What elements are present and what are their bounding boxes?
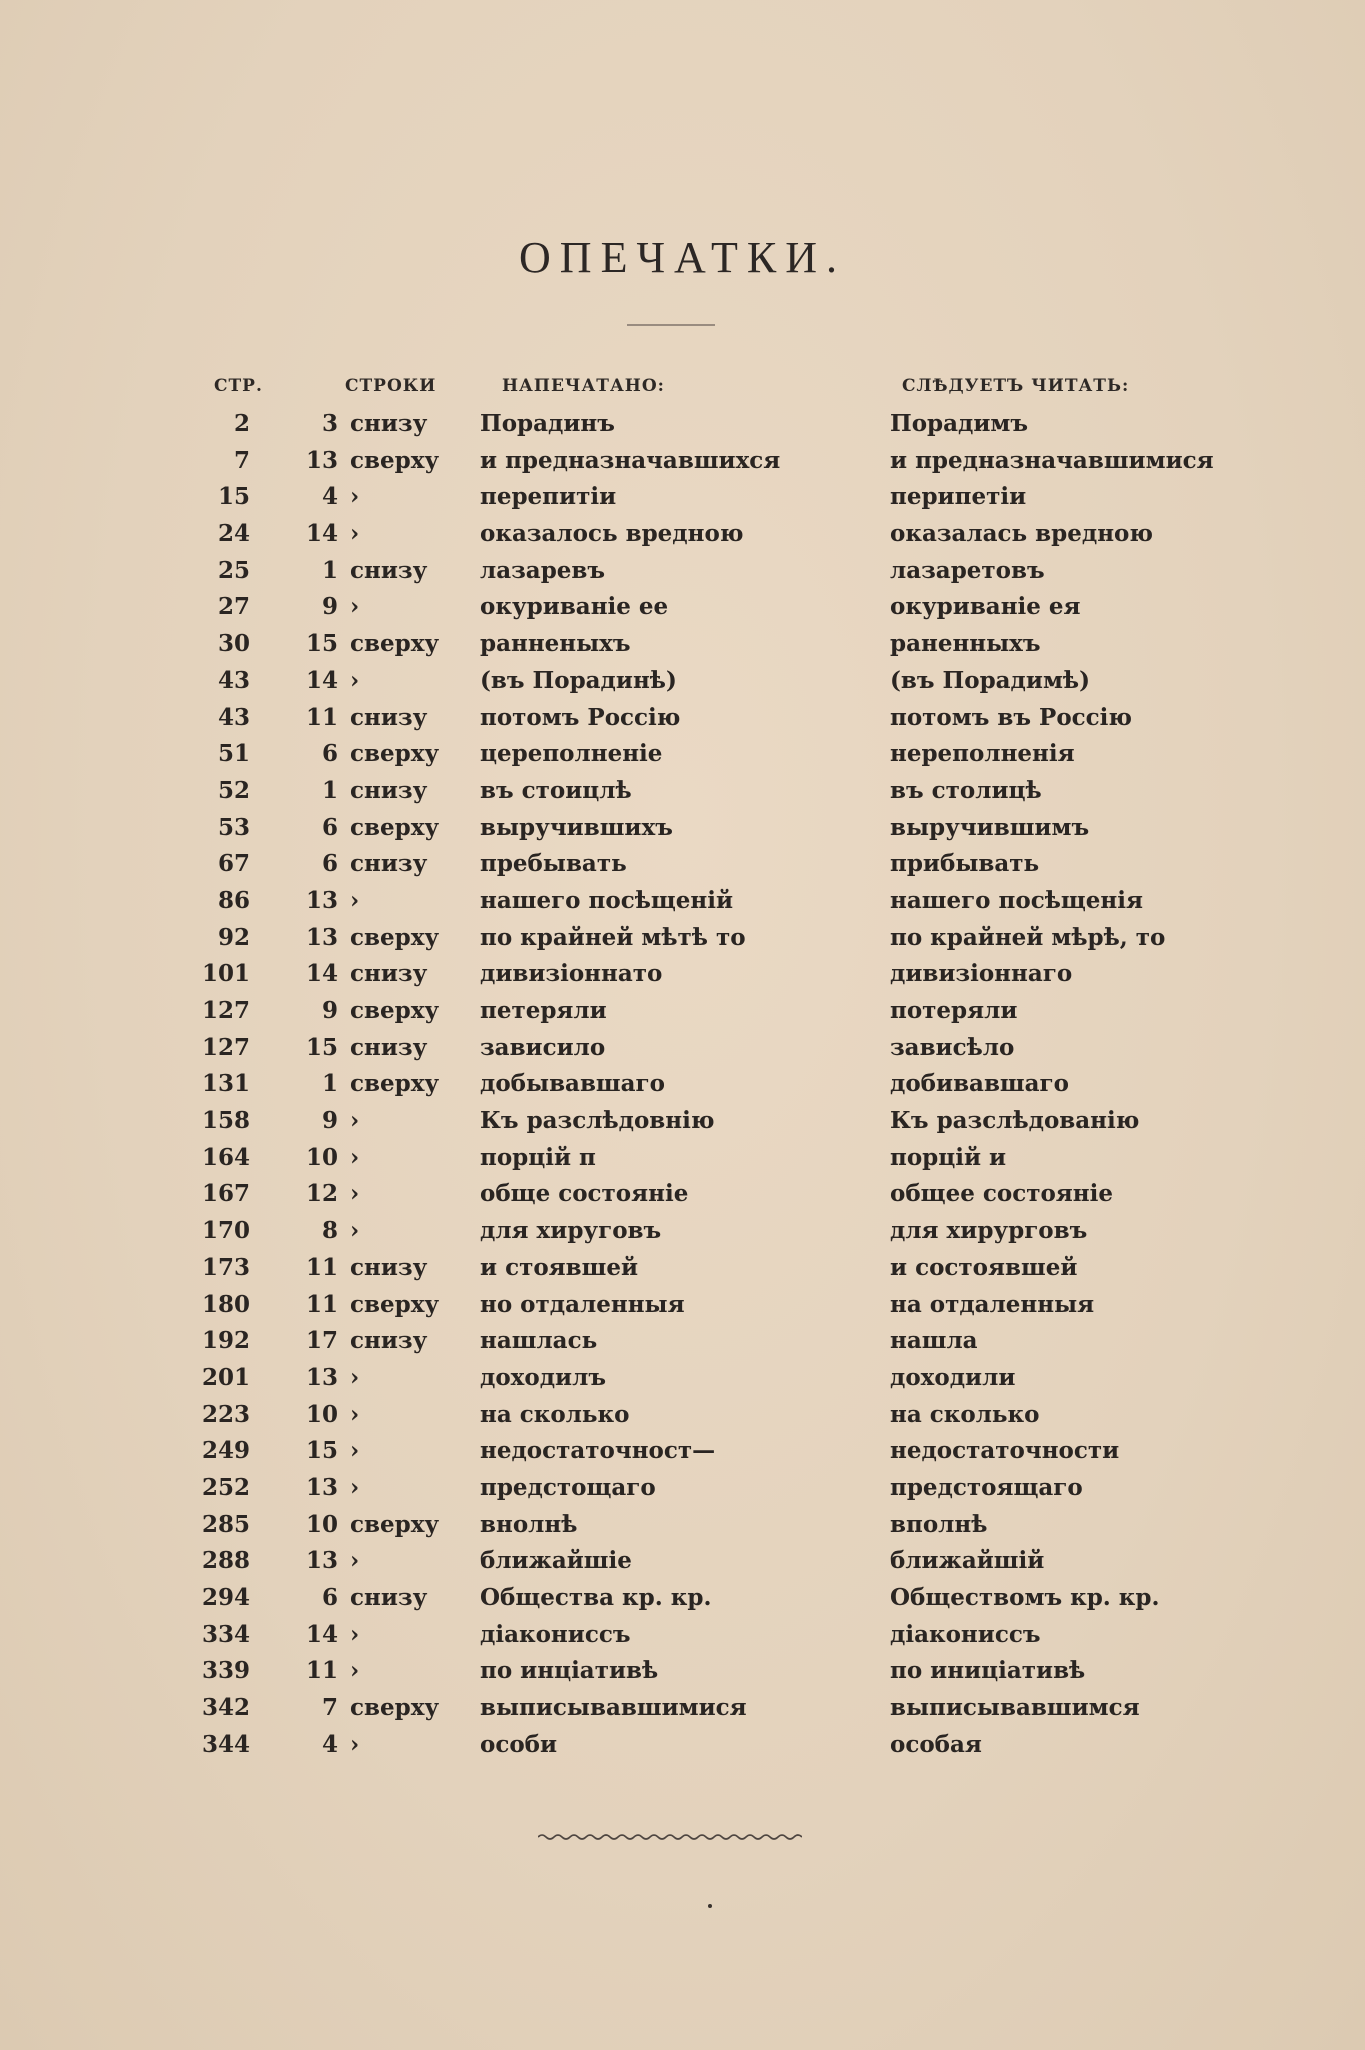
table-row <box>0 626 1365 663</box>
cell-position: › <box>350 1107 360 1135</box>
cell-line: 14 <box>305 960 338 988</box>
table-row <box>0 1360 1365 1397</box>
header-printed: НАПЕЧАТАНО: <box>502 376 665 396</box>
cell-page: 223 <box>201 1400 250 1428</box>
cell-printed: діакониссъ <box>480 1620 631 1648</box>
cell-position: сверху <box>350 630 440 658</box>
cell-printed: на сколько <box>480 1400 630 1428</box>
cell-read: выписывавшимся <box>890 1694 1140 1722</box>
cell-page: 180 <box>201 1290 250 1318</box>
cell-printed: обще состояніе <box>480 1180 689 1208</box>
cell-printed: петеряли <box>480 997 607 1024</box>
table-row <box>0 516 1365 553</box>
cell-position: снизу <box>350 776 428 804</box>
errata-table <box>0 372 1365 1763</box>
cell-line: 6 <box>321 1584 338 1611</box>
cell-printed: (въ Порадинѣ) <box>480 666 677 694</box>
cell-position: сверху <box>350 997 440 1024</box>
cell-read: Обществомъ кр. кр. <box>890 1584 1160 1611</box>
cell-page: 7 <box>233 446 250 474</box>
cell-line: 15 <box>305 1437 338 1465</box>
header-page: СТР. <box>214 376 263 396</box>
cell-position: › <box>350 1437 360 1465</box>
cell-printed: Порадинъ <box>480 410 615 437</box>
cell-line: 1 <box>321 776 338 804</box>
cell-read: на отдаленныя <box>890 1290 1095 1318</box>
cell-page: 67 <box>217 850 250 878</box>
cell-position: снизу <box>350 703 428 731</box>
cell-printed: по крайней мѣтѣ то <box>480 923 746 951</box>
cell-printed: пребывать <box>480 850 627 878</box>
cell-position: › <box>350 1363 360 1391</box>
header-lines: СТРОКИ <box>345 376 437 396</box>
cell-read: вполнѣ <box>890 1510 988 1538</box>
cell-page: 167 <box>201 1180 250 1208</box>
cell-position: сверху <box>350 740 440 768</box>
cell-line: 7 <box>321 1694 338 1722</box>
cell-position: › <box>350 1620 360 1648</box>
cell-line: 15 <box>305 1033 338 1061</box>
table-row <box>0 1727 1365 1764</box>
cell-page: 252 <box>201 1473 250 1501</box>
cell-page: 25 <box>217 556 250 584</box>
cell-position: снизу <box>350 1327 428 1355</box>
cell-printed: потомъ Россію <box>480 703 681 731</box>
cell-read: недостаточности <box>890 1437 1120 1465</box>
cell-read: перипетіи <box>890 483 1027 511</box>
cell-read: на сколько <box>890 1400 1040 1428</box>
cell-position: сверху <box>350 446 440 474</box>
cell-printed: зависило <box>480 1033 606 1061</box>
table-row <box>0 920 1365 957</box>
cell-position: снизу <box>350 850 428 878</box>
cell-printed: ближайшіе <box>480 1547 632 1575</box>
cell-printed: окуриваніе ее <box>480 593 669 621</box>
cell-read: окуриваніе ея <box>890 593 1081 621</box>
table-row <box>0 700 1365 737</box>
cell-page: 342 <box>201 1694 250 1722</box>
cell-position: сверху <box>350 1290 440 1318</box>
cell-printed: и стоявшей <box>480 1253 639 1281</box>
table-row <box>0 553 1365 590</box>
cell-read: раненныхъ <box>890 630 1041 658</box>
cell-read: потомъ въ Россію <box>890 703 1132 731</box>
cell-line: 6 <box>321 740 338 768</box>
cell-read: по иниціативѣ <box>890 1657 1086 1685</box>
cell-page: 164 <box>201 1143 250 1171</box>
cell-line: 9 <box>321 997 338 1024</box>
cell-line: 11 <box>305 703 338 731</box>
cell-printed: недостаточност— <box>480 1437 716 1465</box>
cell-line: 14 <box>305 666 338 694</box>
cell-position: снизу <box>350 556 428 584</box>
cell-page: 101 <box>201 960 250 988</box>
cell-printed: для хируговъ <box>480 1217 662 1245</box>
cell-read: дивизіоннаго <box>890 960 1073 988</box>
cell-printed: особи <box>480 1730 558 1758</box>
cell-page: 294 <box>201 1584 250 1611</box>
cell-position: сверху <box>350 813 440 841</box>
cell-read: зависѣло <box>890 1033 1015 1061</box>
ink-dot <box>708 1904 712 1908</box>
cell-printed: нашлась <box>480 1327 598 1355</box>
cell-position: сверху <box>350 923 440 951</box>
cell-line: 10 <box>305 1400 338 1428</box>
table-row <box>0 1323 1365 1360</box>
cell-page: 127 <box>201 1033 250 1061</box>
cell-page: 53 <box>217 813 250 841</box>
cell-page: 43 <box>217 666 250 694</box>
cell-position: снизу <box>350 410 428 437</box>
cell-page: 52 <box>217 776 250 804</box>
cell-position: › <box>350 1143 360 1171</box>
table-row <box>0 1580 1365 1617</box>
cell-page: 2 <box>233 410 250 437</box>
cell-read: особая <box>890 1730 982 1758</box>
cell-read: выручившимъ <box>890 813 1090 841</box>
cell-printed: лазаревъ <box>480 556 606 584</box>
table-row <box>0 1176 1365 1213</box>
table-row <box>0 1617 1365 1654</box>
cell-page: 192 <box>201 1327 250 1355</box>
cell-page: 339 <box>201 1657 250 1685</box>
cell-printed: добывавшаго <box>480 1070 665 1098</box>
cell-line: 13 <box>305 446 338 474</box>
cell-page: 288 <box>201 1547 250 1575</box>
cell-read: порцій и <box>890 1143 1007 1171</box>
cell-read: и состоявшей <box>890 1253 1078 1281</box>
cell-printed: цереполненіе <box>480 740 663 768</box>
cell-line: 9 <box>321 1107 338 1135</box>
cell-line: 8 <box>321 1217 338 1245</box>
cell-line: 11 <box>305 1290 338 1318</box>
cell-read: предстоящаго <box>890 1473 1083 1501</box>
cell-printed: выписывавшимися <box>480 1694 747 1722</box>
cell-line: 11 <box>305 1253 338 1281</box>
cell-line: 10 <box>305 1143 338 1171</box>
header-read: СЛѢДУЕТЪ ЧИТАТЬ: <box>902 376 1130 396</box>
cell-read: по крайней мѣрѣ, то <box>890 923 1166 951</box>
cell-position: сверху <box>350 1510 440 1538</box>
cell-printed: выручившихъ <box>480 813 673 841</box>
cell-read: и предназначавшимися <box>890 446 1214 474</box>
cell-page: 51 <box>217 740 250 768</box>
cell-line: 13 <box>305 886 338 914</box>
cell-read: нашего посѣщенія <box>890 886 1143 914</box>
cell-read: прибывать <box>890 850 1040 878</box>
cell-position: снизу <box>350 960 428 988</box>
cell-line: 6 <box>321 850 338 878</box>
cell-line: 12 <box>305 1180 338 1208</box>
cell-position: › <box>350 666 360 694</box>
cell-position: › <box>350 593 360 621</box>
cell-printed: нашего посѣщеній <box>480 886 734 914</box>
table-row <box>0 1470 1365 1507</box>
cell-page: 131 <box>201 1070 250 1098</box>
table-row <box>0 589 1365 626</box>
cell-position: › <box>350 520 360 548</box>
cell-line: 13 <box>305 1547 338 1575</box>
cell-read: Къ разслѣдованію <box>890 1107 1140 1135</box>
cell-line: 14 <box>305 1620 338 1648</box>
cell-read: нашла <box>890 1327 978 1355</box>
cell-page: 92 <box>217 923 250 951</box>
table-row <box>0 443 1365 480</box>
table-row <box>0 1433 1365 1470</box>
table-row <box>0 956 1365 993</box>
table-row <box>0 883 1365 920</box>
cell-printed: и предназначавшихся <box>480 446 781 474</box>
cell-page: 27 <box>217 593 250 621</box>
cell-line: 9 <box>321 593 338 621</box>
cell-printed: предстощаго <box>480 1473 656 1501</box>
table-row <box>0 406 1365 443</box>
cell-position: › <box>350 1657 360 1685</box>
cell-position: сверху <box>350 1694 440 1722</box>
cell-printed: Общества кр. кр. <box>480 1584 712 1611</box>
cell-line: 13 <box>305 1363 338 1391</box>
cell-line: 11 <box>305 1657 338 1685</box>
cell-position: снизу <box>350 1584 428 1611</box>
cell-printed: перепитіи <box>480 483 617 511</box>
table-row <box>0 1690 1365 1727</box>
table-row <box>0 479 1365 516</box>
cell-position: сверху <box>350 1070 440 1098</box>
cell-printed: ранненыхъ <box>480 630 631 658</box>
cell-read: оказалась вредною <box>890 520 1153 548</box>
cell-line: 10 <box>305 1510 338 1538</box>
cell-printed: дивизіоннато <box>480 960 663 988</box>
table-row <box>0 810 1365 847</box>
cell-line: 13 <box>305 1473 338 1501</box>
cell-position: › <box>350 1473 360 1501</box>
cell-line: 1 <box>321 556 338 584</box>
cell-line: 17 <box>305 1327 338 1355</box>
cell-line: 14 <box>305 520 338 548</box>
cell-position: › <box>350 483 360 511</box>
cell-position: › <box>350 1400 360 1428</box>
cell-read: (въ Порадимѣ) <box>890 666 1090 694</box>
cell-position: снизу <box>350 1033 428 1061</box>
cell-page: 86 <box>217 886 250 914</box>
cell-read: діакониссъ <box>890 1620 1041 1648</box>
cell-printed: порцій п <box>480 1143 596 1171</box>
cell-position: › <box>350 1730 360 1758</box>
table-row <box>0 1250 1365 1287</box>
cell-line: 3 <box>321 410 338 437</box>
errata-rows <box>0 406 1365 1763</box>
cell-printed: доходилъ <box>480 1363 606 1391</box>
cell-read: потеряли <box>890 997 1018 1024</box>
table-row <box>0 1397 1365 1434</box>
cell-page: 43 <box>217 703 250 731</box>
cell-position: › <box>350 886 360 914</box>
page-title: ОПЕЧАТКИ. <box>519 233 846 282</box>
cell-printed: въ стоицлѣ <box>480 776 632 804</box>
cell-line: 6 <box>321 813 338 841</box>
cell-page: 173 <box>201 1253 250 1281</box>
cell-printed: оказалось вредною <box>480 520 744 548</box>
cell-page: 201 <box>201 1363 250 1391</box>
cell-read: въ столицѣ <box>890 776 1042 804</box>
cell-page: 158 <box>201 1107 250 1135</box>
cell-printed: по инціативѣ <box>480 1657 659 1685</box>
table-row <box>0 1653 1365 1690</box>
cell-page: 24 <box>217 520 250 548</box>
table-row <box>0 993 1365 1030</box>
table-row <box>0 663 1365 700</box>
errata-header <box>0 372 1365 406</box>
cell-page: 344 <box>201 1730 250 1758</box>
table-row <box>0 846 1365 883</box>
table-row <box>0 1140 1365 1177</box>
cell-page: 334 <box>201 1620 250 1648</box>
cell-position: › <box>350 1547 360 1575</box>
cell-line: 4 <box>321 1730 338 1758</box>
cell-page: 170 <box>201 1217 250 1245</box>
table-row <box>0 1287 1365 1324</box>
cell-read: добивавшаго <box>890 1070 1069 1098</box>
table-row <box>0 1213 1365 1250</box>
cell-read: доходили <box>890 1363 1016 1391</box>
cell-read: общее состояніе <box>890 1180 1113 1208</box>
table-row <box>0 1507 1365 1544</box>
cell-printed: но отдаленныя <box>480 1290 685 1318</box>
cell-line: 15 <box>305 630 338 658</box>
cell-position: снизу <box>350 1253 428 1281</box>
cell-page: 249 <box>201 1437 250 1465</box>
table-row <box>0 736 1365 773</box>
cell-page: 127 <box>201 997 250 1024</box>
cell-position: › <box>350 1217 360 1245</box>
cell-line: 13 <box>305 923 338 951</box>
cell-position: › <box>350 1180 360 1208</box>
cell-printed: внолнѣ <box>480 1510 578 1538</box>
table-row <box>0 1543 1365 1580</box>
bottom-ornament <box>538 1832 802 1842</box>
cell-read: лазаретовъ <box>890 556 1045 584</box>
cell-page: 285 <box>201 1510 250 1538</box>
title-divider <box>627 324 715 326</box>
cell-page: 15 <box>217 483 250 511</box>
cell-page: 30 <box>217 630 250 658</box>
table-row <box>0 773 1365 810</box>
cell-read: ближайшій <box>890 1547 1045 1575</box>
table-row <box>0 1030 1365 1067</box>
cell-line: 1 <box>321 1070 338 1098</box>
cell-read: Порадимъ <box>890 410 1029 437</box>
cell-line: 4 <box>321 483 338 511</box>
table-row <box>0 1066 1365 1103</box>
cell-read: нереполненія <box>890 740 1075 768</box>
table-row <box>0 1103 1365 1140</box>
cell-read: для хирурговъ <box>890 1217 1088 1245</box>
cell-printed: Къ разслѣдовнію <box>480 1107 715 1135</box>
